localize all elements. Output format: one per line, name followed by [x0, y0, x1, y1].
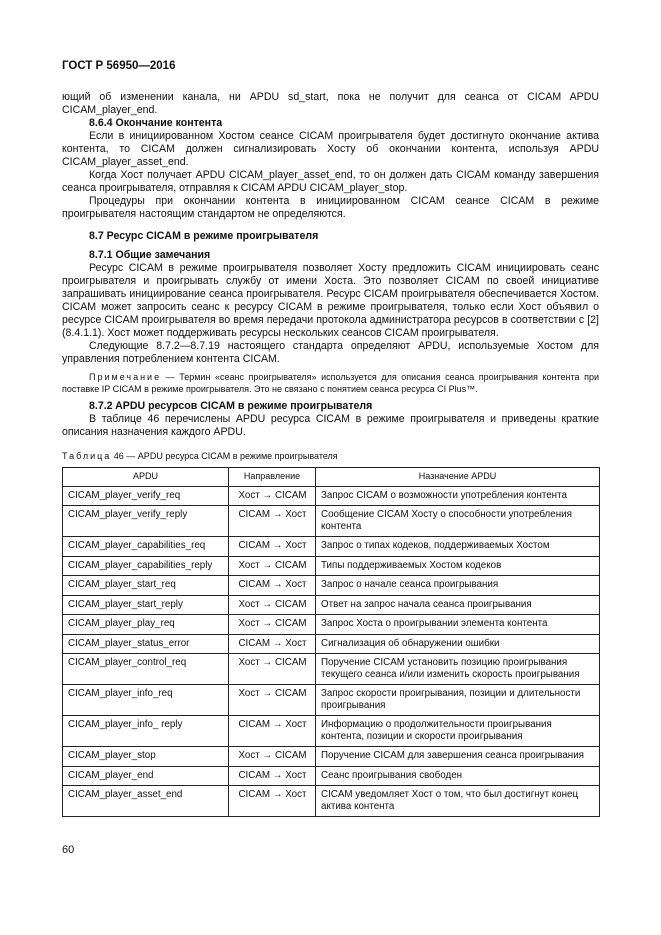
cell-purpose: Запрос скорости проигрывания, позиции и длительности проигрывания	[316, 685, 600, 716]
cell-direction: CICAM → Хост	[229, 506, 316, 537]
cell-apdu: CICAM_player_start_req	[63, 576, 229, 596]
table-row	[63, 595, 600, 615]
cell-direction: CICAM → Хост	[229, 766, 316, 786]
cell-apdu: CICAM_player_info_req	[63, 685, 229, 716]
cell-apdu: CICAM_player_start_reply	[63, 595, 229, 615]
paragraph: Если в инициированном Хостом сеансе CICAM проигрывателя будет достигнуто окончание актива контента, то CICAM должен сигнализировать Хосту об окончании контента, используя APDU CICAM_player_asset_end.	[62, 130, 599, 168]
cell-apdu: CICAM_player_control_req	[63, 654, 229, 685]
cell-purpose: Запрос о типах кодеков, поддерживаемых Хостом	[316, 537, 600, 557]
table-row	[63, 634, 600, 654]
table-row	[63, 685, 600, 716]
cell-direction: Хост → CICAM	[229, 595, 316, 615]
note	[62, 372, 599, 395]
cell-direction: CICAM → Хост	[229, 716, 316, 747]
cell-apdu: CICAM_player_status_error	[63, 634, 229, 654]
cell-apdu: CICAM_player_verify_reply	[63, 506, 229, 537]
cell-apdu: CICAM_player_info_ reply	[63, 716, 229, 747]
table-row	[63, 537, 600, 557]
cell-direction: Хост → CICAM	[229, 486, 316, 506]
column-header-direction: Направление	[229, 468, 316, 487]
page-content	[62, 91, 599, 817]
cell-purpose: Поручение CICAM установить позицию проигрывания текущего сеанса и/или изменить скорость проигрывания	[316, 654, 600, 685]
cell-purpose: Сигнализация об обнаружении ошибки	[316, 634, 600, 654]
table-row	[63, 716, 600, 747]
cell-apdu: CICAM_player_capabilities_reply	[63, 556, 229, 576]
note-label: Примечание	[89, 372, 162, 382]
table-row	[63, 654, 600, 685]
table-row	[63, 506, 600, 537]
cell-direction: CICAM → Хост	[229, 537, 316, 557]
note-text: — Термин «сеанс проигрывателя» используется для описания сеанса проигрывания контента при поставке IP CICAM в режиме проигрывателя. Это не связано с понятием сеанса ресурса CI Plus™.	[62, 372, 599, 394]
paragraph: Когда Хост получает APDU CICAM_player_asset_end, то он должен дать CICAM команду завершения сеанса проигрывателя, отправляя к CICAM APDU CICAM_player_stop.	[62, 169, 599, 194]
table-row	[63, 766, 600, 786]
table-header-row	[63, 468, 600, 487]
page-number: 60	[62, 844, 75, 856]
column-header-purpose: Назначение APDU	[316, 468, 600, 487]
cell-direction: Хост → CICAM	[229, 685, 316, 716]
table-caption	[62, 450, 599, 463]
section-heading-8-7-2: 8.7.2 APDU ресурсов CICAM в режиме проигрывателя	[89, 400, 373, 412]
cell-apdu: CICAM_player_stop	[63, 747, 229, 767]
cell-purpose: Информацию о продолжительности проигрывания контента, позиции и скорости проигрывания	[316, 716, 600, 747]
paragraph: Процедуры при окончании контента в инициированном CICAM сеансе CICAM в режиме проигрывателя настоящим стандартом не определяются.	[62, 195, 599, 220]
cell-purpose: Сеанс проигрывания свободен	[316, 766, 600, 786]
cell-direction: Хост → CICAM	[229, 654, 316, 685]
table-row	[63, 747, 600, 767]
cell-apdu: CICAM_player_verify_req	[63, 486, 229, 506]
cell-purpose: Запрос CICAM о возможности употребления контента	[316, 486, 600, 506]
cell-purpose: Запрос Хоста о проигрывании элемента контента	[316, 615, 600, 635]
cell-apdu: CICAM_player_play_req	[63, 615, 229, 635]
cell-purpose: Сообщение CICAM Хосту о способности употребления контента	[316, 506, 600, 537]
cell-purpose: Запрос о начале сеанса проигрывания	[316, 576, 600, 596]
section-heading-8-7: 8.7 Ресурс CICAM в режиме проигрывателя	[89, 230, 319, 242]
cell-purpose: Ответ на запрос начала сеанса проигрывания	[316, 595, 600, 615]
paragraph: ющий об изменении канала, ни APDU sd_start, пока не получит для сеанса от CICAM APDU CICAM_player_end.	[62, 91, 599, 116]
paragraph: Следующие 8.7.2—8.7.19 настоящего стандарта определяют APDU, используемые Хостом для управления потреблением контента CICAM.	[62, 340, 599, 365]
cell-direction: Хост → CICAM	[229, 747, 316, 767]
cell-direction: CICAM → Хост	[229, 786, 316, 817]
cell-direction: Хост → CICAM	[229, 615, 316, 635]
cell-purpose: Типы поддерживаемых Хостом кодеков	[316, 556, 600, 576]
table-row	[63, 556, 600, 576]
table-row	[63, 576, 600, 596]
section-heading-8-6-4: 8.6.4 Окончание контента	[89, 117, 223, 129]
cell-apdu: CICAM_player_capabilities_req	[63, 537, 229, 557]
cell-purpose: Поручение CICAM для завершения сеанса проигрывания	[316, 747, 600, 767]
paragraph: В таблице 46 перечислены APDU ресурса CICAM в режиме проигрывателя и приведены краткие описания назначения каждого APDU.	[62, 413, 599, 438]
cell-direction: CICAM → Хост	[229, 634, 316, 654]
cell-direction: Хост → CICAM	[229, 556, 316, 576]
table-row	[63, 786, 600, 817]
cell-apdu: CICAM_player_asset_end	[63, 786, 229, 817]
cell-direction: CICAM → Хост	[229, 576, 316, 596]
cell-apdu: CICAM_player_end	[63, 766, 229, 786]
table-caption-label: Таблица	[62, 451, 112, 461]
cell-purpose: CICAM уведомляет Хост о том, что был достигнут конец актива контента	[316, 786, 600, 817]
table-row	[63, 486, 600, 506]
table-row	[63, 615, 600, 635]
column-header-apdu: APDU	[63, 468, 229, 487]
paragraph: Ресурс CICAM в режиме проигрывателя позволяет Хосту предложить CICAM инициировать сеанс проигрывателя и проигрывать службу от имени Хоста. Это позволяет CICAM по своей инициативе запрашивать инициирование сеанса проигрывателя. Ресурс CICAM проигрывателя обеспечивается Хостом. CICAM может запросить сеанс к ресурсу CICAM в режиме проигрывателя, только если Хост объявил о ресурсе CICAM проигрывателя во время передачи протокола администратора ресурсов в соответствии с [2] (8.4.1.1). Хост может поддерживать ресурсы нескольких сеансов CICAM проигрывателя.	[62, 262, 599, 339]
apdu-table	[62, 467, 600, 817]
table-caption-text: 46 — APDU ресурса CICAM в режиме проигрывателя	[111, 451, 338, 461]
section-heading-8-7-1: 8.7.1 Общие замечания	[89, 249, 211, 261]
document-header: ГОСТ Р 56950—2016	[62, 60, 176, 72]
